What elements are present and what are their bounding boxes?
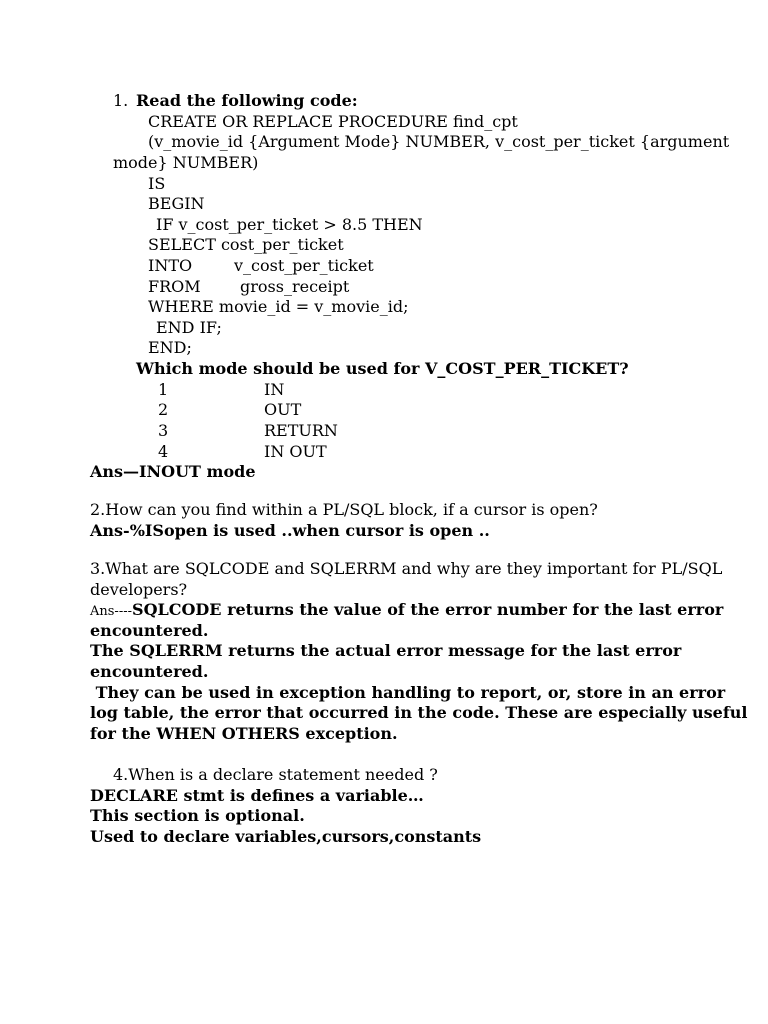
code-line: BEGIN [148, 194, 205, 213]
option-text: RETURN [264, 421, 338, 440]
q3-answer-line: They can be used in exception handling to report, or, store in an error [90, 683, 726, 702]
code-line: IF v_cost_per_ticket > 8.5 THEN [156, 215, 423, 234]
q3-answer-line: log table, the error that occurred in the code. These are especially useful [90, 703, 748, 722]
q4-question: 4.When is a declare statement needed ? [113, 765, 438, 784]
q1-heading: Read the following code: [136, 91, 358, 110]
option-text: OUT [264, 400, 302, 419]
q1-number: 1. [113, 91, 129, 110]
code-line: IS [148, 174, 166, 193]
q3-answer-line: The SQLERRM returns the actual error message for the last error [90, 641, 682, 660]
option-number: 1 [158, 380, 169, 399]
q3-answer-line [90, 600, 723, 622]
code-line: WHERE movie_id = v_movie_id; [148, 297, 409, 316]
code-line: END IF; [156, 318, 222, 337]
code-keyword: FROM [148, 277, 201, 296]
code-keyword: INTO [148, 256, 193, 275]
code-line: SELECT cost_per_ticket [148, 235, 344, 254]
code-line: (v_movie_id {Argument Mode} NUMBER, v_cost_per_ticket {argument [148, 132, 730, 151]
q4-answer-line: This section is optional. [90, 806, 305, 825]
q1-question: Which mode should be used for V_COST_PER_TICKET? [136, 359, 629, 378]
option-number: 4 [158, 442, 169, 461]
code-line: mode} NUMBER) [113, 153, 259, 172]
option-number: 3 [158, 421, 169, 440]
q4-answer-line: Used to declare variables,cursors,constants [90, 827, 482, 846]
q3-answer-prefix: Ans---- [90, 604, 133, 619]
q3-question: 3.What are SQLCODE and SQLERRM and why are they important for PL/SQL [90, 559, 723, 578]
code-value: v_cost_per_ticket [234, 256, 374, 275]
q3-answer-text: SQLCODE returns the value of the error number for the last error [132, 600, 724, 619]
q3-answer-line: for the WHEN OTHERS exception. [90, 724, 398, 743]
q1-answer: Ans—INOUT mode [90, 462, 256, 481]
q3-answer-line: encountered. [90, 662, 209, 681]
option-text: IN [264, 380, 285, 399]
q3-question: developers? [90, 580, 188, 599]
code-value: gross_receipt [240, 277, 350, 296]
q2-question: 2.How can you find within a PL/SQL block, if a cursor is open? [90, 500, 598, 519]
code-line: END; [148, 338, 192, 357]
q2-answer: Ans-%ISopen is used ..when cursor is open .. [90, 521, 490, 540]
q3-answer-line: encountered. [90, 621, 209, 640]
option-number: 2 [158, 400, 169, 419]
q4-answer-line: DECLARE stmt is defines a variable… [90, 786, 424, 805]
option-text: IN OUT [264, 442, 327, 461]
code-line: CREATE OR REPLACE PROCEDURE find_cpt [148, 112, 518, 131]
